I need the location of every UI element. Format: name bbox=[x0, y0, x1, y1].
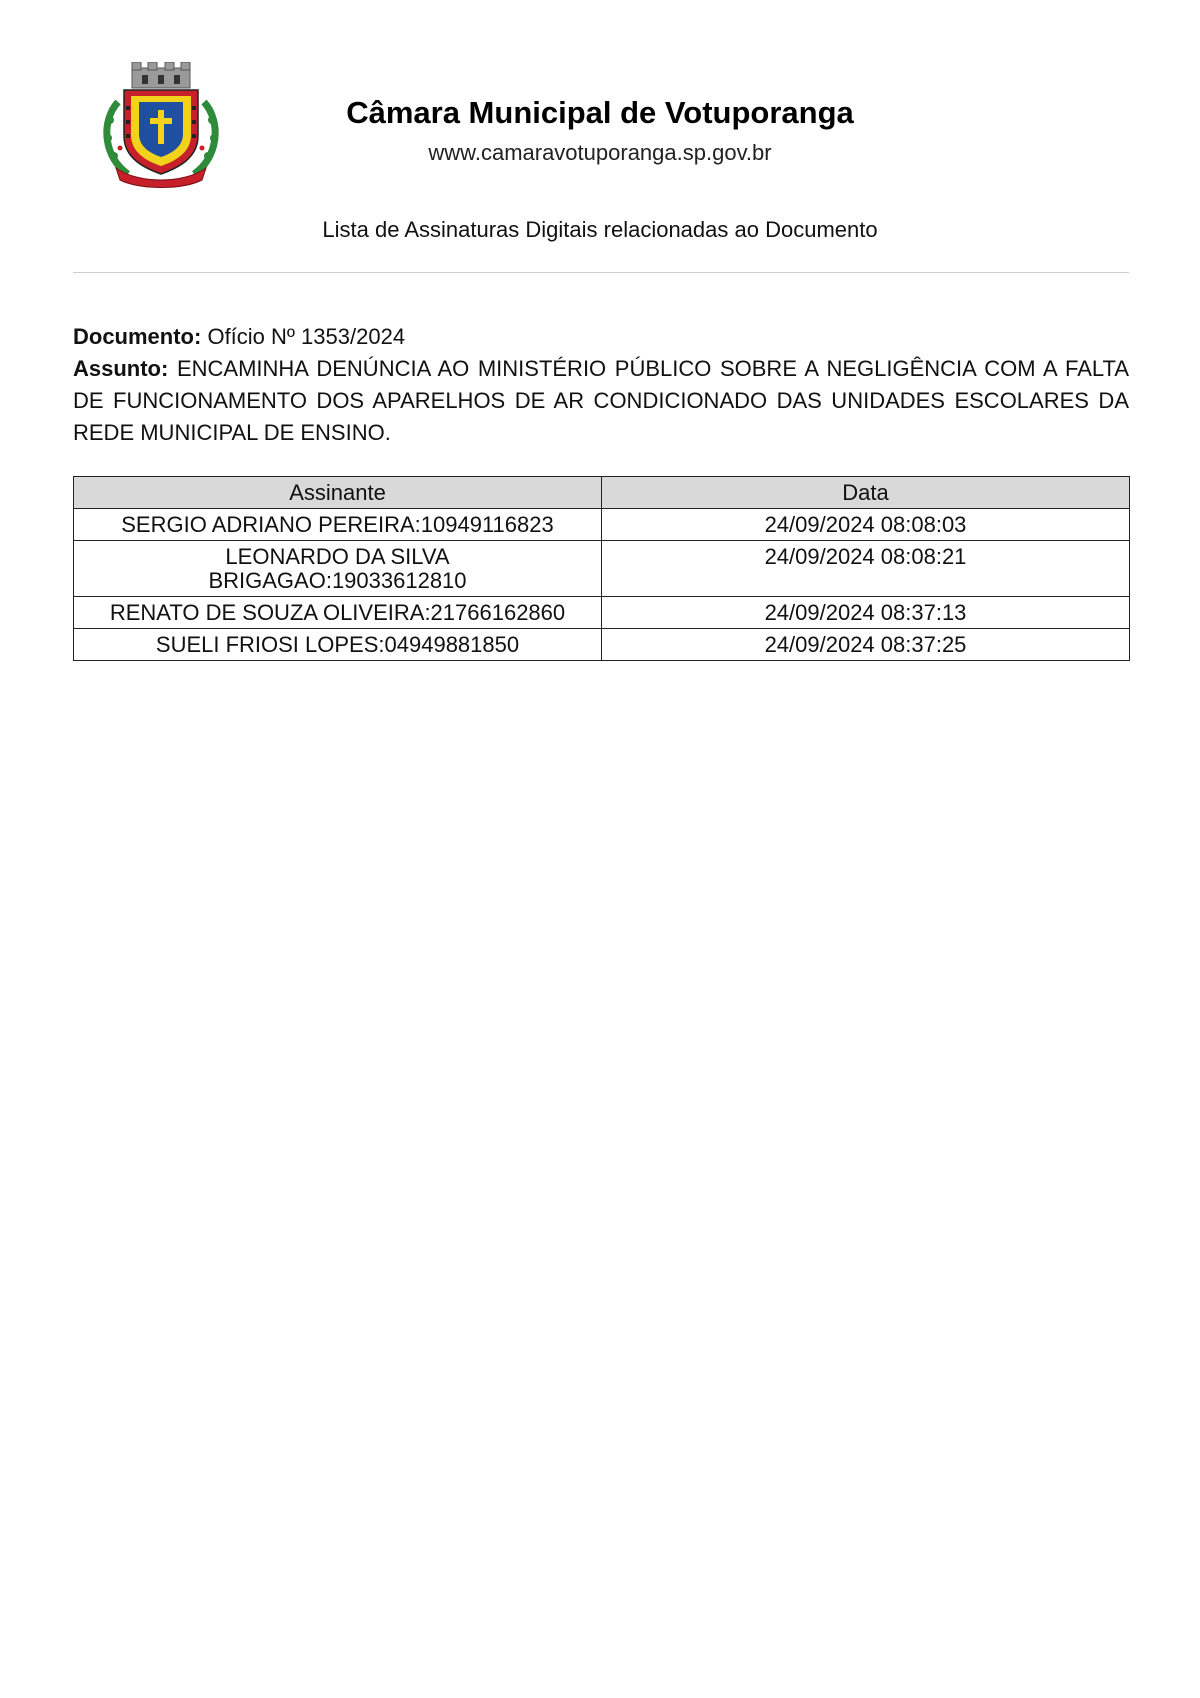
column-header-date: Data bbox=[602, 477, 1130, 509]
table-row bbox=[74, 509, 1130, 541]
date-cell: 24/09/2024 08:08:03 bbox=[602, 509, 1130, 541]
subject-value: ENCAMINHA DENÚNCIA AO MINISTÉRIO PÚBLICO SOBRE A NEGLIGÊNCIA COM A FALTA DE FUNCIONAMENTO DOS APARELHOS DE AR CONDICIONADO DAS UNIDADES ESCOLARES DA REDE MUNICIPAL DE ENSINO. bbox=[73, 356, 1129, 445]
subject-line bbox=[73, 353, 1129, 449]
document-value: Ofício Nº 1353/2024 bbox=[207, 324, 406, 349]
signer-cell: RENATO DE SOUZA OLIVEIRA:21766162860 bbox=[74, 597, 602, 629]
signer-cell: SUELI FRIOSI LOPES:04949881850 bbox=[74, 629, 602, 661]
document-line bbox=[73, 321, 1129, 353]
organization-url: www.camaravotuporanga.sp.gov.br bbox=[428, 140, 772, 165]
signatures-table bbox=[73, 476, 1130, 661]
signer-cell: LEONARDO DA SILVA BRIGAGAO:19033612810 bbox=[74, 541, 602, 597]
table-row bbox=[74, 597, 1130, 629]
column-header-signer: Assinante bbox=[74, 477, 602, 509]
signer-cell: SERGIO ADRIANO PEREIRA:10949116823 bbox=[74, 509, 602, 541]
table-row bbox=[74, 629, 1130, 661]
document-meta bbox=[73, 321, 1129, 449]
table-row bbox=[74, 541, 1130, 597]
document-label: Documento: bbox=[73, 324, 202, 349]
date-cell: 24/09/2024 08:08:21 bbox=[602, 541, 1130, 597]
date-cell: 24/09/2024 08:37:13 bbox=[602, 597, 1130, 629]
header-divider bbox=[73, 272, 1129, 273]
organization-title: Câmara Municipal de Votuporanga bbox=[346, 95, 854, 130]
signature-list-title: Lista de Assinaturas Digitais relacionadas ao Documento bbox=[322, 217, 878, 242]
table-header-row bbox=[74, 477, 1130, 509]
date-cell: 24/09/2024 08:37:25 bbox=[602, 629, 1130, 661]
subject-label: Assunto: bbox=[73, 356, 169, 381]
coat-of-arms-icon bbox=[98, 62, 224, 188]
